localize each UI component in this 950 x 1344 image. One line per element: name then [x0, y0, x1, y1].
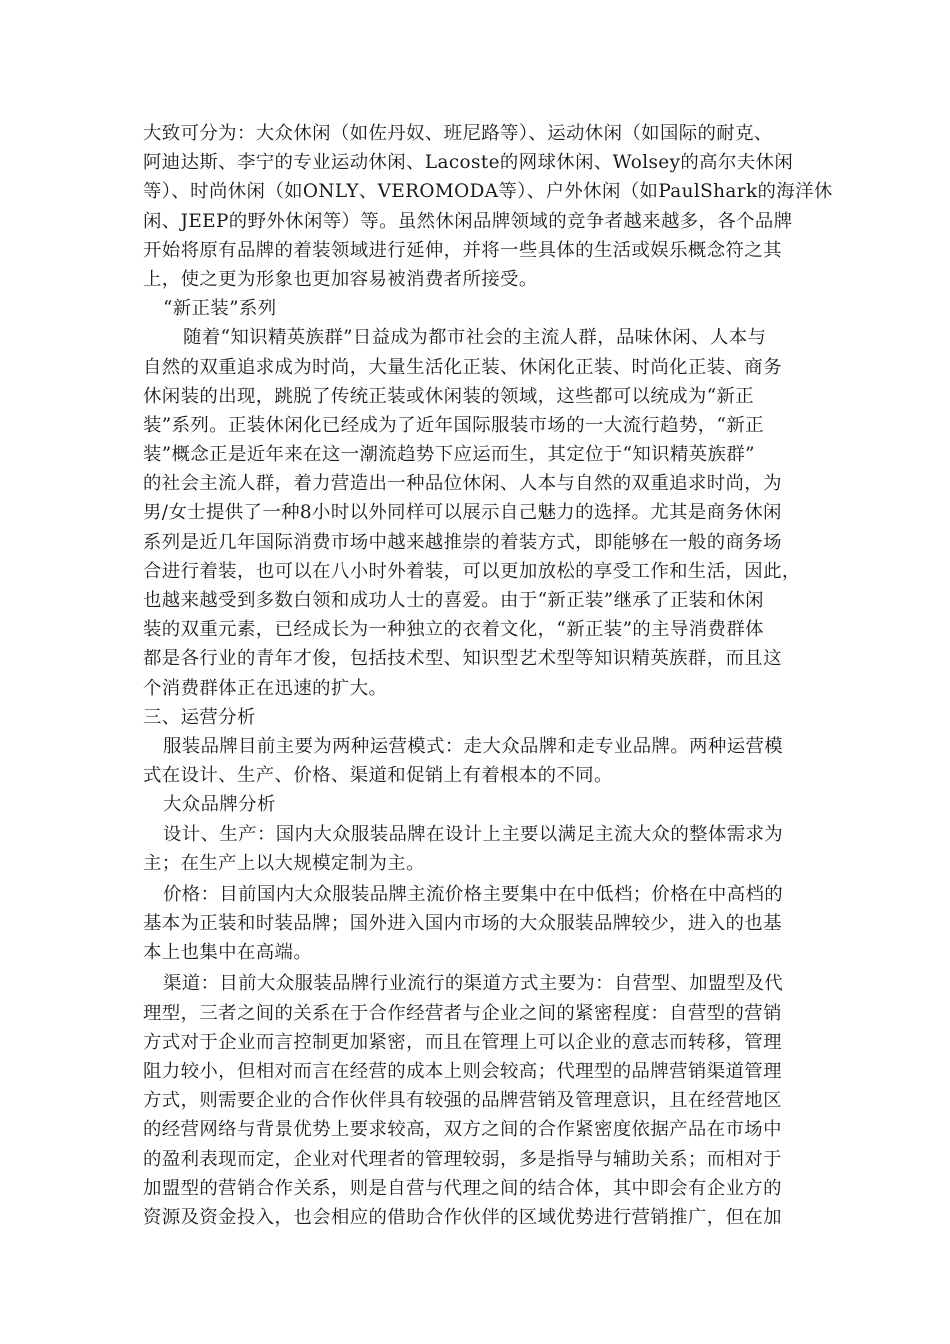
text-line: 渠道：目前大众服装品牌行业流行的渠道方式主要为：自营型、加盟型及代 — [163, 973, 784, 995]
text-line: 等）、时尚休闲（如ONLY、VEROMODA等）、户外休闲（如PaulShark的海洋休 — [143, 181, 833, 203]
text-line: 装”系列。正装休闲化已经成为了近年国际服装市场的一大流行趋势，“新正 — [143, 414, 764, 436]
text-line: 方式，则需要企业的合作伙伴具有较强的品牌营销及管理意识，且在经营地区 — [143, 1090, 782, 1112]
text-line: 大致可分为：大众休闲（如佐丹奴、班尼路等）、运动休闲（如国际的耐克、 — [143, 123, 773, 144]
text-line: 休闲装的出现，跳脱了传统正装或休闲装的领域，这些都可以统成为“新正 — [143, 385, 755, 407]
text-line: 男/女士提供了一种8小时以外同样可以展示自己魅力的选择。尤其是商务休闲 — [143, 502, 782, 524]
text-line: 开始将原有品牌的着装领域进行延伸，并将一些具体的生活或娱乐概念符之其 — [143, 239, 782, 261]
text-line: 式在设计、生产、价格、渠道和促销上有着根本的不同。 — [143, 765, 613, 787]
text-line: 上，使之更为形象也更加容易被消费者所接受。 — [143, 268, 538, 290]
text-line: 装的双重元素，已经成长为一种独立的衣着文化，“新正装”的主导消费群体 — [143, 619, 764, 641]
text-line: 加盟型的营销合作关系，则是自营与代理之间的结合体，其中即会有企业方的 — [143, 1177, 782, 1199]
text-line: 的盈利表现而定，企业对代理者的管理较弱，多是指导与辅助关系；而相对于 — [143, 1148, 782, 1170]
text-line: 的社会主流人群，着力营造出一种品位休闲、人本与自然的双重追求时尚，为 — [143, 473, 782, 495]
text-line: 的经营网络与背景优势上要求较高，双方之间的合作紧密度依据产品在市场中 — [143, 1119, 782, 1141]
text-line: 设计、生产：国内大众服装品牌在设计上主要以满足主流大众的整体需求为 — [163, 823, 784, 845]
text-line: 闲、JEEP的野外休闲等）等。虽然休闲品牌领域的竞争者越来越多，各个品牌 — [143, 210, 793, 232]
text-line: 价格：目前国内大众服装品牌主流价格主要集中在中低档；价格在中高档的 — [163, 883, 784, 905]
text-line: 个消费群体正在迅速的扩大。 — [143, 677, 388, 699]
text-line: 也越来越受到多数白领和成功人士的喜爱。由于“新正装”继承了正装和休闲 — [143, 590, 764, 611]
text-line: 装”概念正是近年来在这一潮流趋势下应运而生，其定位于“知识精英族群” — [143, 444, 755, 466]
text-line: 系列是近几年国际消费市场中越来越推崇的着装方式，即能够在一般的商务场 — [143, 531, 782, 553]
text-line: 自然的双重追求成为时尚，大量生活化正装、休闲化正装、时尚化正装、商务 — [143, 356, 782, 378]
text-line: 随着“知识精英族群”日益成为都市社会的主流人群，品味休闲、人本与 — [183, 327, 767, 349]
body-text — [143, 119, 833, 1232]
text-line: 方式对于企业而言控制更加紧密，而且在管理上可以企业的意志而转移，管理 — [143, 1031, 782, 1053]
text-line: 服装品牌目前主要为两种运营模式：走大众品牌和走专业品牌。两种运营模 — [163, 735, 784, 757]
text-line: 都是各行业的青年才俊，包括技术型、知识型艺术型等知识精英族群，而且这 — [143, 648, 782, 670]
subsection-heading: 大众品牌分析 — [163, 794, 276, 816]
section-heading: 三、运营分析 — [143, 706, 256, 728]
text-line: 资源及资金投入，也会相应的借助合作伙伴的区域优势进行营销推广，但在加 — [143, 1206, 782, 1228]
text-line: 本上也集中在高端。 — [143, 942, 313, 964]
section-heading: “新正装”系列 — [163, 298, 277, 320]
text-line: 基本为正装和时装品牌；国外进入国内市场的大众服装品牌较少，进入的也基 — [143, 913, 782, 935]
text-line: 主；在生产上以大规模定制为主。 — [143, 852, 425, 874]
text-line: 阻力较小，但相对而言在经营的成本上则会较高；代理型的品牌营销渠道管理 — [143, 1061, 782, 1082]
text-line: 阿迪达斯、李宁的专业运动休闲、Lacoste的网球休闲、Wolsey的高尔夫休闲 — [143, 152, 794, 174]
text-line: 理型，三者之间的关系在于合作经营者与企业之间的紧密程度：自营型的营销 — [143, 1002, 782, 1024]
text-line: 合进行着装，也可以在八小时外着装，可以更加放松的享受工作和生活，因此， — [143, 560, 801, 582]
